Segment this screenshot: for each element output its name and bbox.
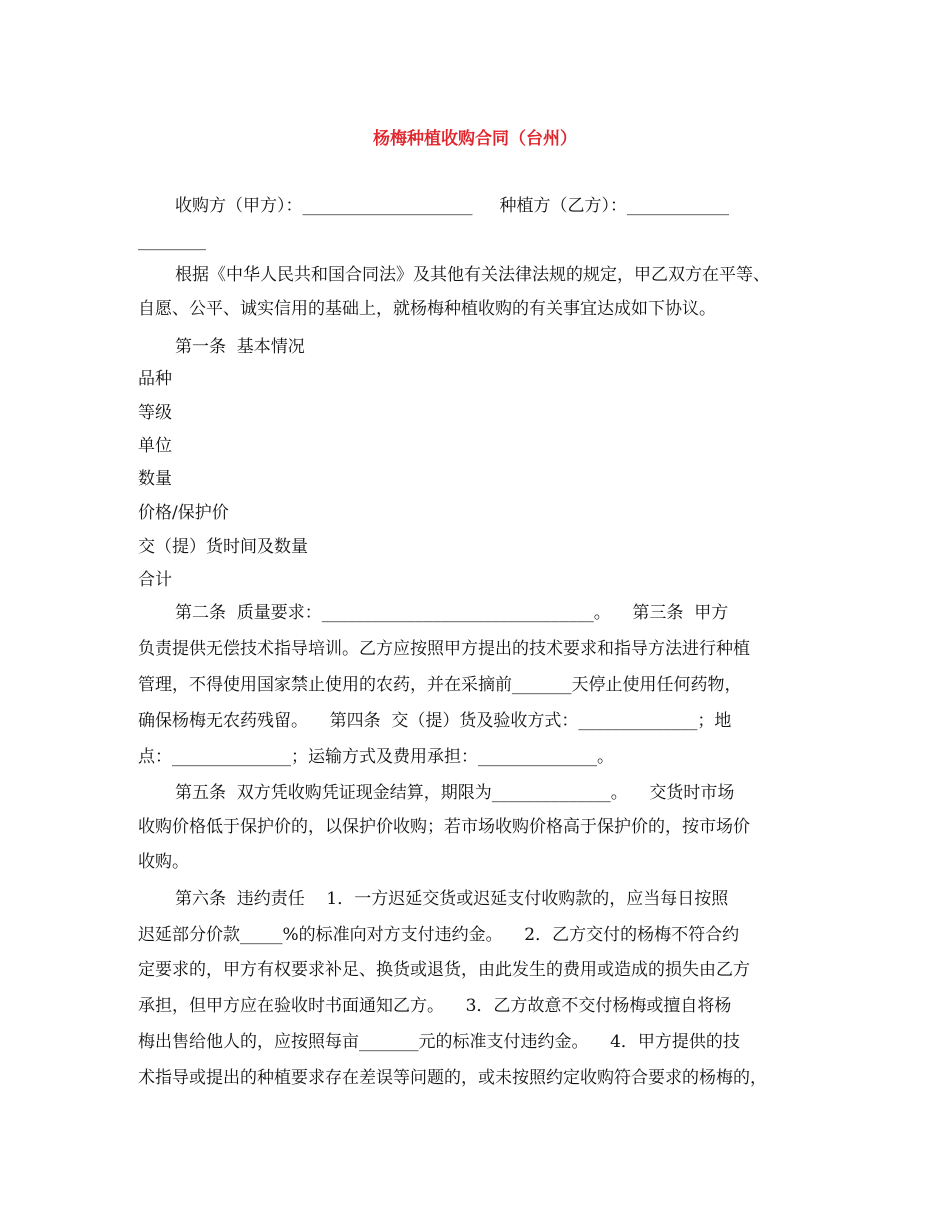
basic-info-item: 合计 [138,570,172,590]
article-5-line: 收购价格低于保护价的，以保护价收购；若市场收购价格高于保护价的，按市场价 [138,817,750,837]
article-5-line: 收购。 [138,852,189,872]
basic-info-item: 交（提）货时间及数量 [138,537,308,557]
article-4-line: 点：______________；运输方式及费用承担：______________。 [138,747,614,767]
article-4-line: 确保杨梅无农药残留。 第四条 交（提）货及验收方式：______________；地 [138,711,732,731]
preamble-line: 自愿、公平、诚实信用的基础上，就杨梅种植收购的有关事宜达成如下协议。 [138,299,716,319]
article-6-line: 定要求的，甲方有权要求补足、换货或退货，由此发生的费用或造成的损失由乙方 [138,960,750,980]
article-6-line: 迟延部分价款_____%的标准向对方支付违约金。 2．乙方交付的杨梅不符合约 [138,925,740,945]
basic-info-item: 等级 [138,403,172,423]
basic-info-item: 单位 [138,436,172,456]
preamble-line: 根据《中华人民共和国合同法》及其他有关法律法规的规定，甲乙双方在平等、 [175,265,770,285]
article-6-line: 第六条 违约责任 1．一方迟延交货或迟延支付收购款的，应当每日按照 [175,889,729,909]
article-2-3-line: 第二条 质量要求：________________________________。 第三条 甲方 [175,603,729,623]
basic-info-item: 价格/保护价 [138,503,229,523]
article-1-heading: 第一条 基本情况 [175,337,305,357]
document-title: 杨梅种植收购合同（台州） [373,129,577,149]
article-6-line: 承担，但甲方应在验收时书面通知乙方。 3．乙方故意不交付杨梅或擅自将杨 [138,996,732,1016]
article-3-line: 负责提供无偿技术指导培训。乙方应按照甲方提出的技术要求和指导方法进行种植 [138,639,750,659]
party-line: 收购方（甲方）：____________________ 种植方（乙方）：____________ [175,196,730,216]
basic-info-item: 数量 [138,469,172,489]
article-5-line: 第五条 双方凭收购凭证现金结算，期限为______________。 交货时市场 [175,783,735,803]
basic-info-item: 品种 [138,369,172,389]
article-6-line: 梅出售给他人的，应按照每亩_______元的标准支付违约金。 4．甲方提供的技 [138,1032,740,1052]
party-line-cont: ________ [138,231,206,251]
article-3-line: 管理，不得使用国家禁止使用的农药，并在采摘前_______天停止使用任何药物， [138,675,742,695]
article-6-line: 术指导或提出的种植要求存在差误等问题的，或未按照约定收购符合要求的杨梅的， [138,1068,767,1088]
